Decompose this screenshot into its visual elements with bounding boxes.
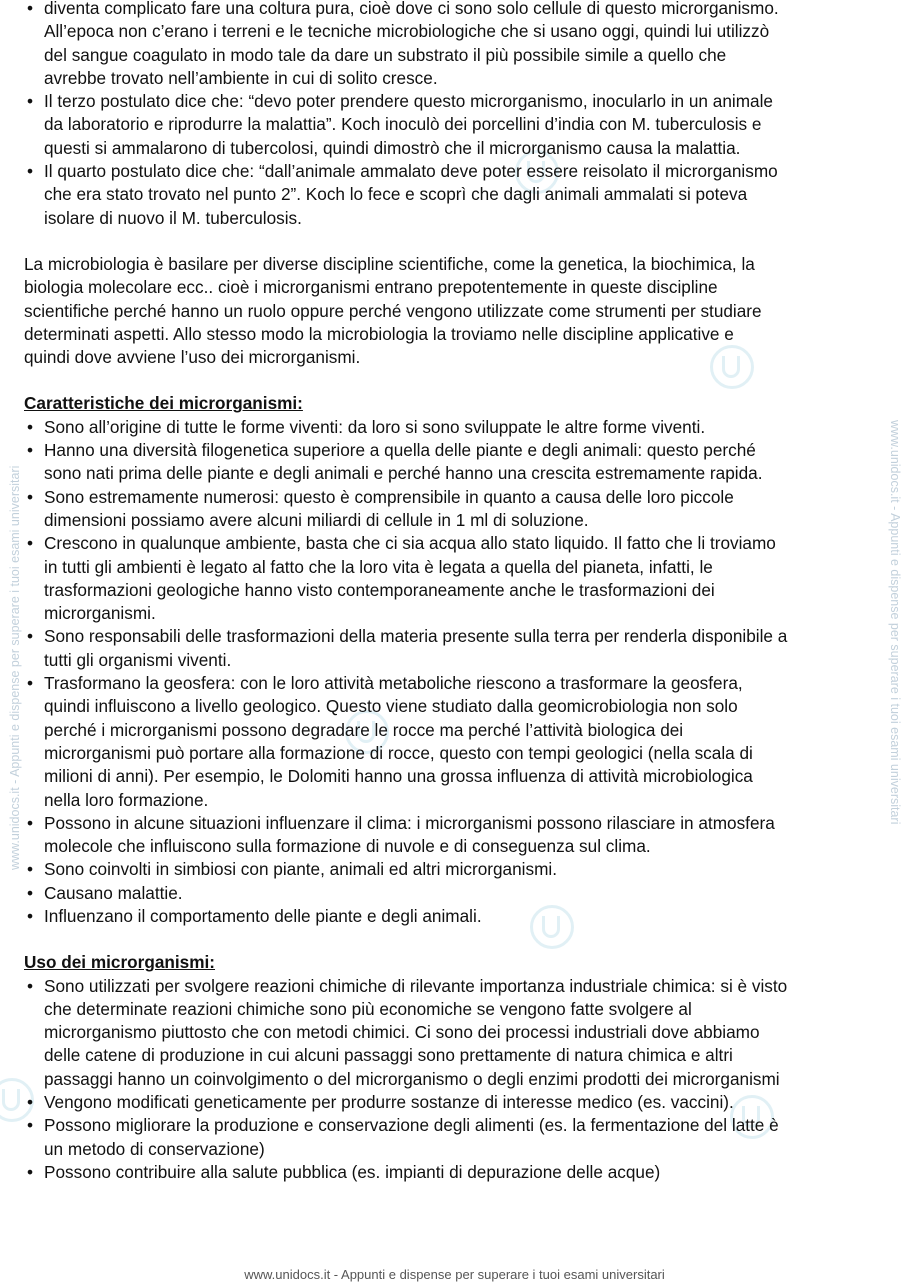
text-line: sono nati prima delle piante e degli animali e perché hanno una crescita estremamente rapida.: [44, 463, 763, 484]
text-line: del sangue coagulato in modo tale da dare un substrato il più possibile simile a quello che: [44, 44, 727, 65]
list-item: [24, 416, 909, 439]
list-item: [24, 1161, 909, 1184]
text-line: passaggi hanno un coinvolgimento o del microrganismo o degli enzimi prodotti dei microrganismi: [44, 1068, 780, 1089]
intro-paragraph: [24, 253, 909, 369]
text-line: che era stato trovato nel punto 2”. Koch lo fece e scoprì che dagli animali ammalati si poteva: [44, 184, 748, 205]
text-line: microrganismi può portare alla formazione di rocce, questo con tempi geologici (nella scala di: [44, 742, 753, 763]
text-line: determinati aspetti. Allo stesso modo la microbiologia la troviamo nelle discipline applicative e: [24, 323, 734, 344]
text-line: microrganismo piuttosto che con metodi chimici. Ci sono dei processi industriali dove abbiamo: [44, 1022, 760, 1043]
text-line: • Causano malattie.: [44, 882, 183, 903]
text-line: molecole che influiscono sulla formazione di nuvole e di conseguenza sul clima.: [44, 836, 651, 857]
text-line: avrebbe trovato nell’ambiente in cui di solito cresce.: [44, 67, 438, 88]
text-line: • Sono utilizzati per svolgere reazioni chimiche di rilevante importanza industriale chimica: si è visto: [44, 975, 788, 996]
side-watermark-left: www.unidocs.it - Appunti e dispense per superare i tuoi esami universitari: [8, 465, 22, 870]
text-line: La microbiologia è basilare per diverse discipline scientifiche, come la genetica, la biochimica, la: [24, 253, 755, 274]
text-line: • Possono in alcune situazioni influenzare il clima: i microrganismi possono rilasciare in atmosfera: [44, 812, 775, 833]
text-line: • Sono estremamente numerosi: questo è comprensibile in quanto a causa delle loro piccole: [44, 486, 734, 507]
list-item: [24, 486, 909, 533]
text-line: in tutti gli ambienti è legato al fatto che la loro vita è legata a quella del pianeta, infatti, le: [44, 556, 713, 577]
text-line: perché i microrganismi possono degradare le rocce ma perché l’attività biologica dei: [44, 719, 684, 740]
text-line: • diventa complicato fare una coltura pura, cioè dove ci sono solo cellule di questo microrganismo.: [44, 0, 779, 18]
text-line: • Sono all’origine di tutte le forme viventi: da loro si sono sviluppate le altre forme viventi.: [44, 416, 706, 437]
text-line: questi si ammalarono di tubercolosi, quindi dimostrò che il microrganismo causa la malattia.: [44, 137, 741, 158]
postulate-item: [24, 90, 909, 160]
postulate-item: [24, 160, 909, 230]
text-line: • Vengono modificati geneticamente per produrre sostanze di interesse medico (es. vaccini).: [44, 1092, 734, 1113]
text-line: un metodo di conservazione): [44, 1138, 265, 1159]
list-item: [24, 672, 909, 812]
list-item: [24, 1091, 909, 1114]
text-line: isolare di nuovo il M. tuberculosis.: [44, 207, 302, 228]
text-line: All’epoca non c’erano i terreni e le tecniche microbiologiche che si usano oggi, quindi lui utilizzò: [44, 21, 770, 42]
list-item: [24, 905, 909, 928]
text-line: • Sono coinvolti in simbiosi con piante, animali ed altri microrganismi.: [44, 859, 557, 880]
text-line: che determinate reazioni chimiche sono più economiche se vengono fatte svolgere al: [44, 998, 692, 1019]
text-line: • Il terzo postulato dice che: “devo poter prendere questo microrganismo, inocularlo in un animale: [44, 91, 773, 112]
section-heading-characteristics: Caratteristiche dei microrganismi:: [24, 393, 303, 414]
text-line: milioni di anni). Per esempio, le Dolomiti hanno una grossa influenza di attività microbiologica: [44, 766, 753, 787]
text-line: microrganismi.: [44, 603, 156, 624]
list-item: [24, 812, 909, 859]
text-line: quindi influiscono a livello geologico. Questo viene studiato dalla geomicrobiologia non solo: [44, 696, 738, 717]
list-item: [24, 882, 909, 905]
text-line: quindi dove avviene l’uso dei microrganismi.: [24, 347, 361, 368]
text-line: biologia molecolare ecc.. cioè i microrganismi entrano prepotentemente in queste discipline: [24, 277, 718, 298]
footer-watermark: www.unidocs.it - Appunti e dispense per superare i tuoi esami universitari: [244, 1267, 665, 1282]
text-line: dimensioni possiamo avere alcuni miliardi di cellule in 1 ml di soluzione.: [44, 509, 589, 530]
text-line: delle catene di produzione in cui alcuni passaggi sono prettamente di natura chimica e altri: [44, 1045, 733, 1066]
list-item: [24, 975, 909, 1091]
list-item: [24, 1114, 909, 1161]
text-line: • Sono responsabili delle trasformazioni della materia presente sulla terra per renderla disponibile a: [44, 626, 788, 647]
text-line: scientifiche perché hanno un ruolo oppure perché vengono utilizzate come strumenti per studiare: [24, 300, 762, 321]
side-watermark-right: www.unidocs.it - Appunti e dispense per superare i tuoi esami universitari: [888, 420, 902, 825]
section-heading-uses: Uso dei microrganismi:: [24, 952, 216, 973]
text-line: • Hanno una diversità filogenetica superiore a quella delle piante e degli animali: questo perché: [44, 440, 756, 461]
characteristics-list: [24, 416, 909, 929]
list-item: [24, 858, 909, 881]
postulate-continued: [24, 0, 909, 90]
postulates-list: [24, 0, 909, 230]
text-line: • Crescono in qualunque ambiente, basta che ci sia acqua allo stato liquido. Il fatto che li troviamo: [44, 533, 776, 554]
list-item: [24, 439, 909, 486]
text-line: • Influenzano il comportamento delle piante e degli animali.: [44, 905, 482, 926]
document-page: [24, 0, 909, 1184]
text-line: • Trasformano la geosfera: con le loro attività metaboliche riescono a trasformare la geosfera,: [44, 673, 743, 694]
text-line: • Possono contribuire alla salute pubblica (es. impianti di depurazione delle acque): [44, 1161, 661, 1182]
text-line: • Possono migliorare la produzione e conservazione degli alimenti (es. la fermentazione del latte è: [44, 1115, 779, 1136]
text-line: trasformazioni geologiche hanno visto contemporaneamente anche le trasformazioni dei: [44, 579, 715, 600]
text-line: nella loro formazione.: [44, 789, 209, 810]
list-item: [24, 625, 909, 672]
uses-list: [24, 975, 909, 1185]
text-line: tutti gli organismi viventi.: [44, 649, 232, 670]
text-line: da laboratorio e riprodurre la malattia”. Koch inoculò dei porcellini d’india con M. tuberculosis e: [44, 114, 762, 135]
text-line: • Il quarto postulato dice che: “dall’animale ammalato deve poter essere reisolato il microrganismo: [44, 161, 778, 182]
list-item: [24, 532, 909, 625]
